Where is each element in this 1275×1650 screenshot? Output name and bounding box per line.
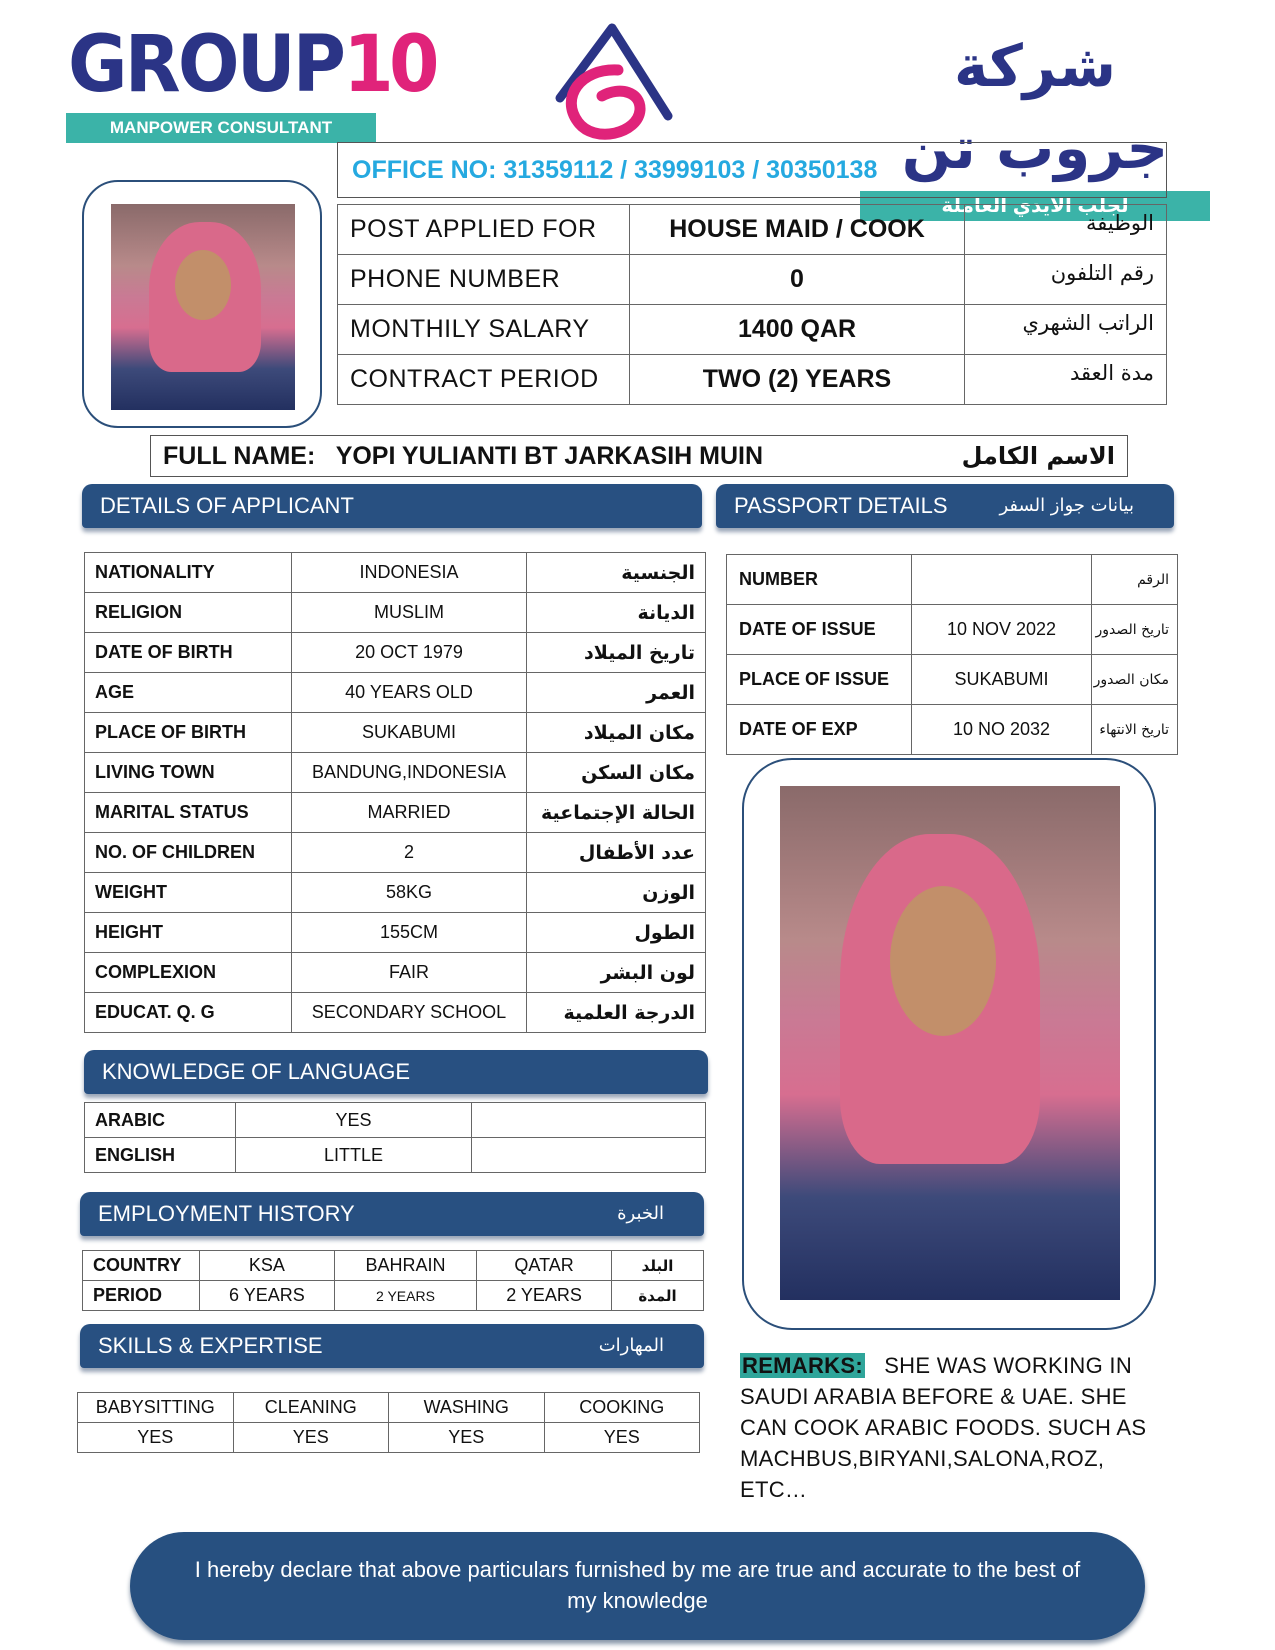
group10-logo <box>68 20 435 143</box>
post-arabic: رقم التلفون <box>965 255 1167 305</box>
language-section-header: KNOWLEDGE OF LANGUAGE <box>84 1050 708 1094</box>
details-value: 155CM <box>292 913 527 953</box>
employment-period: 2 YEARS <box>334 1281 476 1311</box>
details-arabic: الطول <box>527 913 706 953</box>
table-row <box>83 1281 704 1311</box>
post-value: TWO (2) YEARS <box>630 355 965 405</box>
post-value: 1400 QAR <box>630 305 965 355</box>
details-arabic: لون البشر <box>527 953 706 993</box>
details-value: MUSLIM <box>292 593 527 633</box>
post-table <box>337 204 1167 405</box>
table-row <box>78 1393 700 1423</box>
arabic-logo-subtitle: لجلب الايدي العاملة <box>860 191 1210 221</box>
details-label: EDUCAT. Q. G <box>85 993 292 1033</box>
employment-section-header <box>80 1192 704 1236</box>
employment-period: 6 YEARS <box>200 1281 335 1311</box>
skill-value: YES <box>389 1423 545 1453</box>
large-photo-frame <box>742 758 1156 1330</box>
table-row <box>85 993 706 1033</box>
passport-arabic: تاريخ الانتهاء <box>1092 705 1178 755</box>
passport-arabic: الرقم <box>1092 555 1178 605</box>
details-value: BANDUNG,INDONESIA <box>292 753 527 793</box>
post-arabic: الوظيفة <box>965 205 1167 255</box>
table-row <box>85 1138 706 1173</box>
applicant-photo-large <box>780 786 1120 1300</box>
post-value: HOUSE MAID / COOK <box>630 205 965 255</box>
details-label: RELIGION <box>85 593 292 633</box>
details-value: 20 OCT 1979 <box>292 633 527 673</box>
languages-value: YES <box>236 1103 472 1138</box>
passport-value: 10 NOV 2022 <box>912 605 1092 655</box>
skills-title-arabic: المهارات <box>598 1335 664 1356</box>
table-row <box>85 953 706 993</box>
details-label: COMPLEXION <box>85 953 292 993</box>
table-row <box>85 833 706 873</box>
languages-empty-cell <box>472 1138 706 1173</box>
language-table <box>84 1102 706 1173</box>
table-row <box>338 305 1167 355</box>
details-value: 58KG <box>292 873 527 913</box>
details-arabic: تاريخ الميلاد <box>527 633 706 673</box>
details-section-header: DETAILS OF APPLICANT <box>82 484 702 528</box>
details-label: WEIGHT <box>85 873 292 913</box>
passport-title: PASSPORT DETAILS <box>734 493 948 518</box>
details-arabic: الجنسية <box>527 553 706 593</box>
table-row <box>85 673 706 713</box>
table-row <box>85 633 706 673</box>
period-label: PERIOD <box>83 1281 200 1311</box>
details-label: LIVING TOWN <box>85 753 292 793</box>
logo-number: 10 <box>343 20 435 110</box>
passport-arabic: تاريخ الصدور <box>1092 605 1178 655</box>
company-emblem-icon <box>540 18 690 140</box>
passport-value <box>912 555 1092 605</box>
declaration-banner: I hereby declare that above particulars furnished by me are true and accurate to the best of my knowledge <box>130 1532 1145 1640</box>
skills-table <box>77 1392 700 1453</box>
office-numbers: OFFICE NO: 31359112 / 33999103 / 30350138 <box>337 142 1167 198</box>
remarks-label: REMARKS: <box>742 1353 863 1378</box>
small-photo-frame <box>82 180 322 428</box>
post-arabic: مدة العقد <box>965 355 1167 405</box>
arabic-company-name: شركة جروب تن <box>901 32 1169 182</box>
skill-name: WASHING <box>389 1393 545 1423</box>
passport-label: DATE OF ISSUE <box>727 605 912 655</box>
full-name-box <box>150 435 1128 477</box>
details-label: PLACE OF BIRTH <box>85 713 292 753</box>
details-label: AGE <box>85 673 292 713</box>
table-row <box>78 1423 700 1453</box>
details-table <box>84 552 706 1033</box>
country-label-arabic: البلد <box>612 1251 704 1281</box>
passport-label: NUMBER <box>727 555 912 605</box>
details-arabic: العمر <box>527 673 706 713</box>
logo-main-text: GROUP <box>68 20 344 110</box>
passport-title-arabic: بيانات جواز السفر <box>999 495 1134 516</box>
applicant-photo-small <box>111 204 295 410</box>
table-row <box>85 713 706 753</box>
details-arabic: عدد الأطفال <box>527 833 706 873</box>
passport-table <box>726 554 1178 755</box>
post-arabic: الراتب الشهري <box>965 305 1167 355</box>
details-label: HEIGHT <box>85 913 292 953</box>
remarks <box>740 1350 1160 1505</box>
table-row <box>727 655 1178 705</box>
details-value: SECONDARY SCHOOL <box>292 993 527 1033</box>
post-label: MONTHILY SALARY <box>338 305 630 355</box>
table-row <box>85 1103 706 1138</box>
table-row <box>727 555 1178 605</box>
details-arabic: مكان السكن <box>527 753 706 793</box>
details-arabic: مكان الميلاد <box>527 713 706 753</box>
details-arabic: الدرجة العلمية <box>527 993 706 1033</box>
table-row <box>83 1251 704 1281</box>
passport-section-header <box>716 484 1174 528</box>
table-row <box>85 593 706 633</box>
full-name-label: FULL NAME: <box>163 442 316 470</box>
full-name-value: YOPI YULIANTI BT JARKASIH MUIN <box>335 442 764 470</box>
table-row <box>727 605 1178 655</box>
details-label: DATE OF BIRTH <box>85 633 292 673</box>
table-row <box>338 255 1167 305</box>
languages-value: LITTLE <box>236 1138 472 1173</box>
skill-name: CLEANING <box>233 1393 389 1423</box>
post-label: CONTRACT PERIOD <box>338 355 630 405</box>
details-value: MARRIED <box>292 793 527 833</box>
passport-value: 10 NO 2032 <box>912 705 1092 755</box>
skill-value: YES <box>544 1423 700 1453</box>
post-label: PHONE NUMBER <box>338 255 630 305</box>
table-row <box>85 753 706 793</box>
employment-country: BAHRAIN <box>334 1251 476 1281</box>
details-label: NO. OF CHILDREN <box>85 833 292 873</box>
table-row <box>85 873 706 913</box>
employment-title: EMPLOYMENT HISTORY <box>98 1201 355 1226</box>
passport-value: SUKABUMI <box>912 655 1092 705</box>
post-label: POST APPLIED FOR <box>338 205 630 255</box>
skill-value: YES <box>233 1423 389 1453</box>
full-name-arabic: الاسم الكامل <box>961 442 1115 470</box>
passport-arabic: مكان الصدور <box>1092 655 1178 705</box>
employment-title-arabic: الخبرة <box>617 1203 664 1224</box>
post-value: 0 <box>630 255 965 305</box>
details-value: 40 YEARS OLD <box>292 673 527 713</box>
details-label: NATIONALITY <box>85 553 292 593</box>
skills-section-header <box>80 1324 704 1368</box>
skill-name: COOKING <box>544 1393 700 1423</box>
remarks-text: SHE WAS WORKING IN SAUDI ARABIA BEFORE & UAE. SHE CAN COOK ARABIC FOODS. SUCH AS MACHBUS,BIRYANI,SALONA,ROZ, ETC… <box>740 1353 1147 1502</box>
employment-country: QATAR <box>477 1251 612 1281</box>
table-row <box>727 705 1178 755</box>
table-row <box>338 355 1167 405</box>
details-value: FAIR <box>292 953 527 993</box>
country-label: COUNTRY <box>83 1251 200 1281</box>
table-row <box>85 553 706 593</box>
details-value: 2 <box>292 833 527 873</box>
table-row <box>85 793 706 833</box>
employment-country: KSA <box>200 1251 335 1281</box>
skill-value: YES <box>78 1423 234 1453</box>
languages-label: ENGLISH <box>85 1138 236 1173</box>
details-label: MARITAL STATUS <box>85 793 292 833</box>
table-row <box>338 205 1167 255</box>
table-row <box>85 913 706 953</box>
employment-table <box>82 1250 704 1311</box>
period-label-arabic: المدة <box>612 1281 704 1311</box>
passport-label: PLACE OF ISSUE <box>727 655 912 705</box>
languages-empty-cell <box>472 1103 706 1138</box>
passport-label: DATE OF EXP <box>727 705 912 755</box>
languages-label: ARABIC <box>85 1103 236 1138</box>
details-arabic: الديانة <box>527 593 706 633</box>
employment-period: 2 YEARS <box>477 1281 612 1311</box>
details-arabic: الوزن <box>527 873 706 913</box>
skills-title: SKILLS & EXPERTISE <box>98 1333 323 1358</box>
details-value: SUKABUMI <box>292 713 527 753</box>
details-value: INDONESIA <box>292 553 527 593</box>
logo-subtitle: MANPOWER CONSULTANT <box>66 113 376 143</box>
details-arabic: الحالة الإجتماعية <box>527 793 706 833</box>
skill-name: BABYSITTING <box>78 1393 234 1423</box>
